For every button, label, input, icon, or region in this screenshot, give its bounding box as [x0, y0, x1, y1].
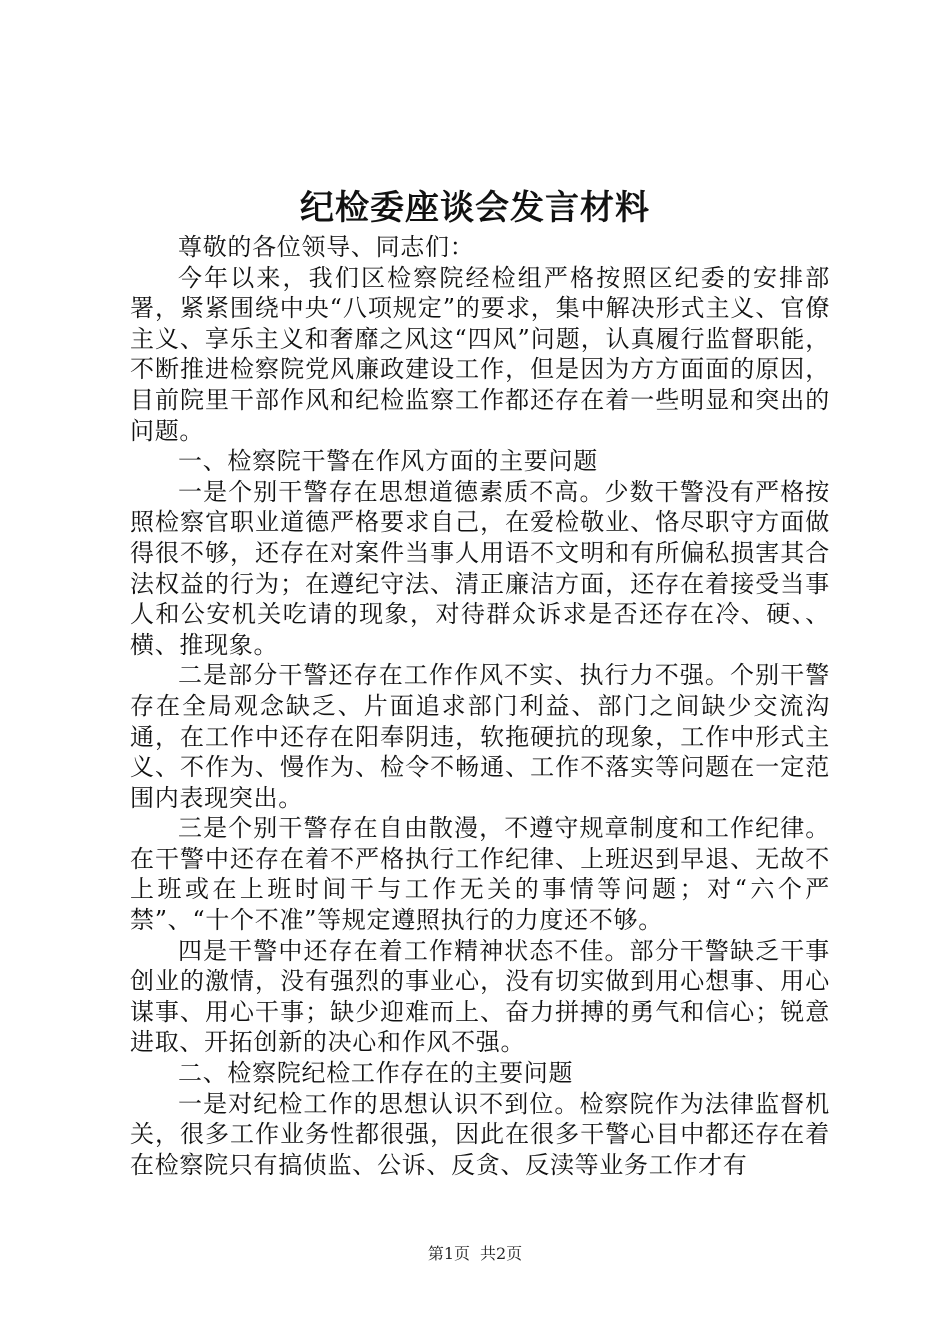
body-paragraph: 一是对纪检工作的思想认识不到位。检察院作为法律监督机关，很多工作业务性都很强，因此在很多干警心目中都还存在着在检察院只有搞侦监、公诉、反贪、反渎等业务工作才有 [130, 1089, 830, 1179]
body-paragraph: 四是干警中还存在着工作精神状态不佳。部分干警缺乏干事创业的激情，没有强烈的事业心，没有切实做到用心想事、用心谋事、用心干事；缺少迎难而上、奋力拼搏的勇气和信心；锐意进取、开拓创新的决心和作风不强。 [130, 936, 830, 1057]
page-footer [0, 1242, 950, 1266]
intro-paragraph: 今年以来，我们区检察院经检组严格按照区纪委的安排部署，紧紧围绕中央“八项规定”的要求，集中解决形式主义、官僚主义、享乐主义和奢靡之风这“四风”问题，认真履行监督职能，不断推进检察院党风廉政建设工作，但是因为方方面面的原因，目前院里干部作风和纪检监察工作都还存在着一些明显和突出的问题。 [130, 263, 830, 445]
body-paragraph: 三是个别干警存在自由散漫，不遵守规章制度和工作纪律。在干警中还存在着不严格执行工作纪律、上班迟到早退、无故不上班或在上班时间干与工作无关的事情等问题；对“六个严禁”、“十个不准”等规定遵照执行的力度还不够。 [130, 814, 830, 935]
document-title: 纪检委座谈会发言材料 [300, 188, 650, 228]
page-number-total: 共2页 [480, 1244, 523, 1263]
salutation-paragraph: 尊敬的各位领导、同志们： [178, 233, 475, 261]
page-number-current: 第1页 [427, 1244, 470, 1263]
body-paragraph: 二是部分干警还存在工作作风不实、执行力不强。个别干警存在全局观念缺乏、片面追求部门利益、部门之间缺少交流沟通，在工作中还存在阳奉阴违，软拖硬抗的现象，工作中形式主义、不作为、慢作为、检令不畅通、工作不落实等问题在一定范围内表现突出。 [130, 661, 830, 812]
body-paragraph: 一是个别干警存在思想道德素质不高。少数干警没有严格按照检察官职业道德严格要求自己，在爱检敬业、恪尽职守方面做得很不够，还存在对案件当事人用语不文明和有所偏私损害其合法权益的行为；在遵纪守法、清正廉洁方面，还存在着接受当事人和公安机关吃请的现象，对待群众诉求是否还存在冷、硬、、横、推现象。 [130, 477, 830, 659]
section-heading-2: 二、检察院纪检工作存在的主要问题 [178, 1059, 574, 1088]
document-body [130, 232, 830, 1180]
section-heading-1: 一、检察院干警在作风方面的主要问题 [178, 447, 598, 476]
